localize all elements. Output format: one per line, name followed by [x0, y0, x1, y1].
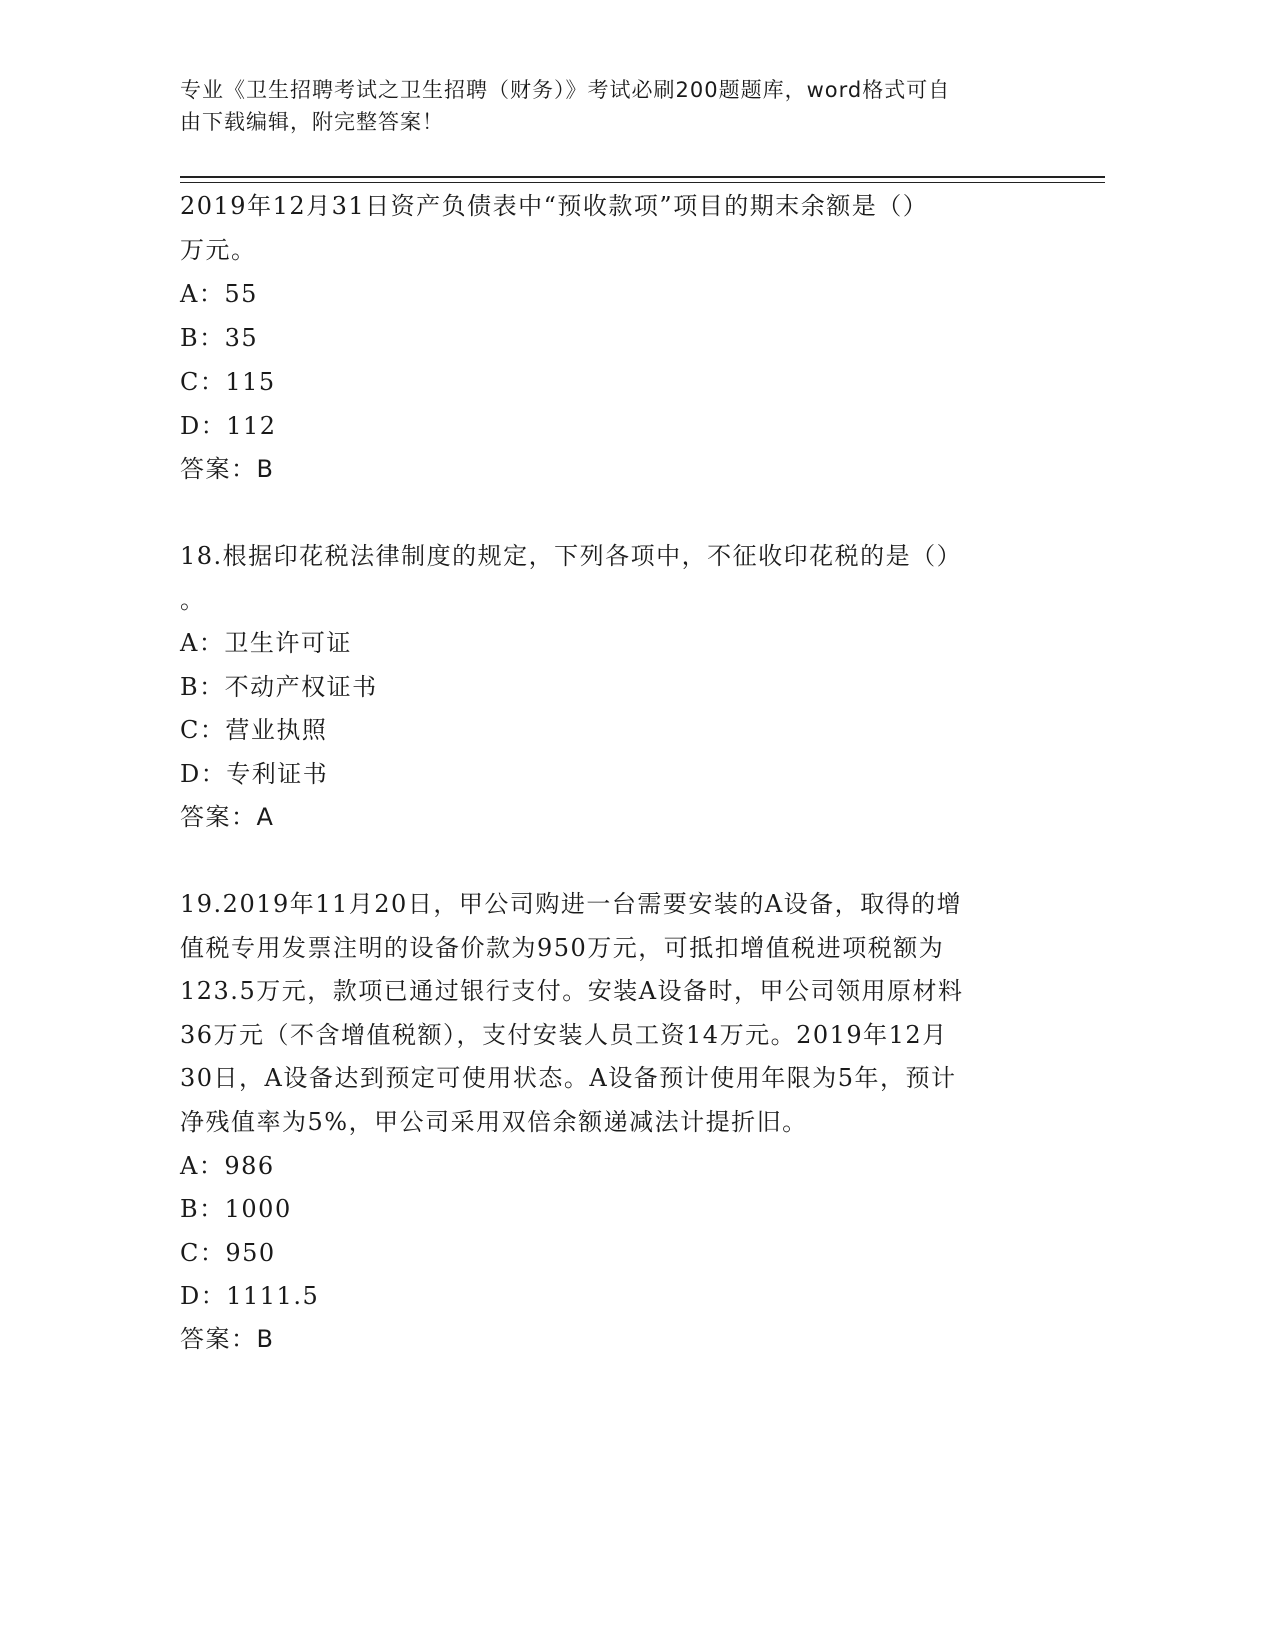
q19-option-a: A：986	[180, 1152, 275, 1180]
q17-stem-line-2: 万元。	[180, 236, 257, 264]
q19-answer: 答案：B	[180, 1325, 275, 1353]
q19-stem-line-4: 36万元（不含增值税额），支付安装人员工资14万元。2019年12月	[180, 1021, 948, 1049]
header-line-2: 由下载编辑，附完整答案！	[180, 110, 444, 134]
document-header	[180, 74, 1040, 138]
q19-stem-line-2: 值税专用发票注明的设备价款为950万元，可抵扣增值税进项税额为	[180, 934, 945, 962]
q18-option-d: D：专利证书	[180, 760, 329, 788]
header-line-1: 专业《卫生招聘考试之卫生招聘（财务）》考试必刷200题题库，word格式可自	[180, 78, 951, 102]
q17-option-d: D：112	[180, 412, 277, 440]
q18-answer: 答案：A	[180, 803, 275, 831]
q18-option-c: C：营业执照	[180, 716, 328, 744]
q19-stem-line-5: 30日，A设备达到预定可使用状态。A设备预计使用年限为5年，预计	[180, 1064, 957, 1092]
q17-option-c: C：115	[180, 368, 276, 396]
q17-option-a: A：55	[180, 280, 258, 308]
q18-option-a: A：卫生许可证	[180, 629, 352, 657]
q17-answer: 答案：B	[180, 455, 275, 483]
q18-option-b: B：不动产权证书	[180, 673, 378, 701]
q17-stem-line-1: 2019年12月31日资产负债表中“预收款项”项目的期末余额是（）	[180, 192, 929, 220]
header-rule-thick	[180, 176, 1105, 178]
q18-stem-line-2: 。	[180, 586, 206, 614]
q19-stem-line-6: 净残值率为5%，甲公司采用双倍余额递减法计提折旧。	[180, 1108, 808, 1136]
q17-option-b: B：35	[180, 324, 259, 352]
q19-option-b: B：1000	[180, 1195, 292, 1223]
q19-option-d: D：1111.5	[180, 1282, 320, 1310]
header-rule-thin	[180, 182, 1105, 183]
q18-stem-line-1: 18.根据印花税法律制度的规定，下列各项中，不征收印花税的是（）	[180, 542, 963, 570]
q19-stem-line-3: 123.5万元，款项已通过银行支付。安装A设备时，甲公司领用原材料	[180, 977, 964, 1005]
q19-stem-line-1: 19.2019年11月20日，甲公司购进一台需要安装的A设备，取得的增	[180, 890, 963, 918]
q19-option-c: C：950	[180, 1239, 276, 1267]
